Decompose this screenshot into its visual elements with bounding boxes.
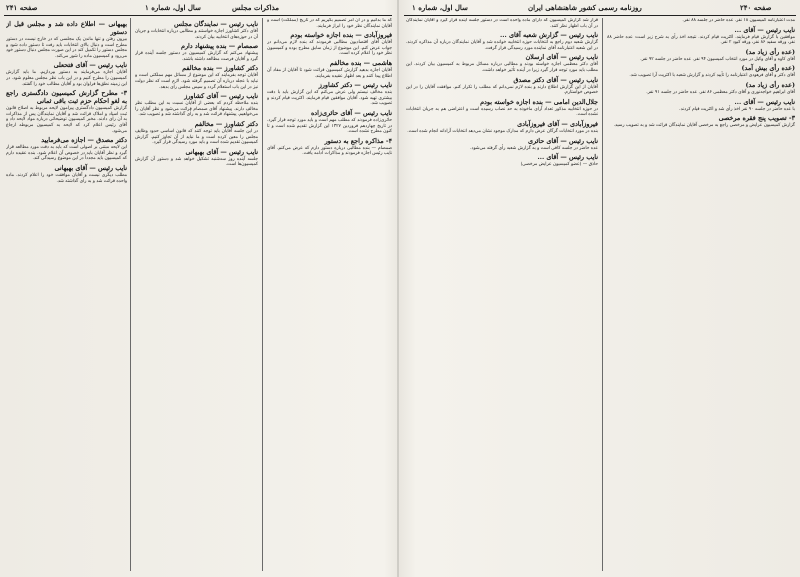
paragraph: مدت اعتبارنامه کمیسیون ۱۸ نفر. عده حاضر در جلسه ۸۸ نفر. (682, 18, 795, 23)
paragraph: آقای دکتر و آقای فرهودی اعتبارنامه را تأیید کردند و گزارش شعبه با اکثریت آرا تصویب شد. (629, 73, 795, 79)
speaker-heading: (عده رأی زیاد مد) (745, 80, 795, 89)
paragraph: این لایحه مبتنی بر اصولی است که باید به دقت مورد مطالعه قرار گیرد و نظر آقایان باید در خصوص آن اعلام شود. بنده عقیده دارم که کمیسیون باید مجدداً در این موضوع رسیدگی کند. (6, 145, 127, 162)
right-page-number: صفحه ۲۴۰ (740, 3, 772, 12)
speaker-heading: دکتر مصدق — اجازه می‌فرمایید (41, 136, 127, 145)
speaker-heading: نایب رئیس — دکتر کشاورز (318, 81, 392, 90)
speaker-heading: نایب رئیس — گزارش شعبه آقای ... (500, 31, 598, 40)
speaker-heading: (عده رأی بیش آمد) (741, 64, 795, 73)
right-issue-number: سال اول، شماره ۱ (412, 3, 468, 12)
speaker-heading: فیروزآبادی — آقای فیروزآبادی (517, 119, 598, 128)
speaker-heading: فیروزآبادی — بنده اجازه خواسته بودم (290, 31, 392, 40)
paragraph: آقای ابراهیم خواجه‌نوری و آقای دکتر معظمی ۸۶ نفر. عده حاضر در جلسه ۹۱ نفر. (646, 89, 795, 95)
speaker-heading: ۳- مطرح گزارش کمیسیون دادگستری راجع به لغو احکام حزم ثبت باقی ثمانی (6, 89, 127, 106)
speaker-heading: دکتر کشاورز — مخالفم (194, 119, 258, 128)
speaker-heading: نایب رئیس — آقای ... (734, 97, 795, 106)
speaker-heading: ۴- مذاکره راجع به دستور (324, 136, 392, 145)
paragraph: حائری‌زاده فرمودند که مطلب مهم است و باید مورد توجه قرار گیرد. در تاریخ چهاردهم فروردین ۱۳۲۷ این گزارش تقدیم شده است و تا کنون مطرح نشده است. (267, 117, 392, 135)
speaker-heading: نایب رئیس — آقای کشاورز (184, 92, 258, 101)
speaker-heading: نایب رئیس — آقای فتحعلی (53, 61, 127, 70)
paragraph: جلسه آینده روز سه‌شنبه تشکیل خواهد شد و دستور آن گزارش کمیسیون‌ها است. (135, 156, 258, 168)
left-page-column-1 (267, 18, 392, 573)
paragraph: آقای دکتر کشاورز اجازه خواستند و مطالبی درباره انتخابات و جریان آن در حوزه‌های انتخابیه بیان کردند. (135, 29, 258, 40)
paragraph: با عده حاضر در جلسه ۹۰ نفر اخذ رأی شد و اکثریت قیام کردند. (679, 106, 795, 112)
paragraph: قرار شد گزارش کمیسیون که دارای ماده واحده است در دستور جلسه آینده قرار گیرد و آقایان نمایندگان در آن باب اظهار نظر کنند. (406, 18, 598, 29)
paragraph: بنده در مورد انتخابات گرگان عرض دارم که مدارک موجود نشان می‌دهد انتخابات آزادانه انجام شده است. (407, 128, 598, 134)
speaker-heading: نایب رئیس — آقای بهبهانی (185, 147, 258, 156)
speaker-heading: نایب رئیس — آقای ... (537, 153, 598, 162)
paragraph: آقایان اجازه بدهید گزارش کمیسیون قرائت شود تا آقایان از مفاد آن اطلاع پیدا کنند و بعد اظهار عقیده بفرمایند. (267, 67, 392, 79)
column-divider (130, 18, 131, 571)
paragraph: آقایان توجه بفرمایند که این موضوع از مسائل مهم مملکتی است و نباید با عجله درباره آن تصمیم گرفته شود. لازم است که نظر دولت نیز در این باب استعلام گردد و سپس مجلس رأی بدهد. (135, 73, 258, 90)
right-page-column-2 (406, 18, 598, 573)
column-divider (602, 18, 603, 571)
paragraph: صمصام — بنده مطالبی درباره دستور دارم که عرض می‌کنم. آقای نایب رئیس اجازه فرمودند و مذاکرات ادامه یافت. (267, 145, 392, 157)
speaker-heading: بهبهانی — اطلاع داده شد و مجلس قبل از دستور (6, 20, 127, 36)
left-page-column-3 (6, 18, 127, 573)
right-running-title: روزنامه رسمی کشور شاهنشاهی ایران (528, 3, 642, 12)
paragraph: موافقین با گزارش قیام فرمایند. اکثریت قیام کردند. نتیجه اخذ رأی به شرح زیر است: عده حاضر ۸۸ نفر، ورقه سفید ۸۶ نفر، ورقه کبود ۲ نفر. (607, 34, 795, 46)
paragraph: بنده مخالف نیستم ولی عرض می‌کنم که این گزارش باید با دقت بیشتری تهیه شود. آقایان موافقین قیام فرمایند. اکثریت قیام کردند و تصویب شد. (267, 90, 392, 107)
left-page-number: صفحه ۲۴۱ (6, 3, 38, 12)
right-header-rule (404, 15, 796, 16)
speaker-heading: نایب رئیس — آقای حائری‌زاده (310, 108, 392, 117)
paragraph: در حوزه انتخابیه مذکور تعداد آرای ماخوذه به حد نصاب رسیده است و اعتراضی هم به جریان انتخابات نشده است. (406, 106, 598, 118)
right-page-column-1 (607, 18, 795, 573)
page-header (0, 0, 800, 16)
speaker-heading: ۳- تصویب پنج فقره مرخصی (718, 114, 795, 123)
column-divider (262, 18, 263, 571)
speaker-heading: نایب رئیس — آقای ... (734, 25, 795, 34)
paragraph: در این جلسه آقایان باید توجه کنند که قانون اساسی حدود وظایف مجلس را معین کرده است و ما نباید از آن تجاوز کنیم. گزارش کمیسیون تقدیم شده است و باید مورد رسیدگی قرار گیرد. (135, 128, 258, 146)
paragraph: آقایان اجازه می‌فرمایند به دستور بپردازیم. ما باید گزارش کمیسیون را مطرح کنیم و در این باب نظر مجلس معلوم شود. در این زمینه نطق‌ها فراوان بود و آقایان مطالب خود را گفتند. (6, 70, 127, 87)
paragraph: مطلب دیگری نیست و آقایان موافقت خود را اعلام کردند. ماده واحده قرائت شد و به رأی گذاشته شد. (6, 172, 127, 184)
speaker-heading: نایب رئیس — آقای دکتر مصدق (513, 75, 598, 84)
paragraph: عده حاضر در جلسه کافی است و به گزارش شعبه رأی گرفته می‌شود. (470, 145, 598, 151)
paragraph: حاذق — (عضو کمیسیون عرایض مرخصی) (520, 162, 598, 168)
left-issue-number: سال اول، شماره ۱ (145, 3, 201, 12)
speaker-heading: نایب رئیس — نمایندگان مجلس (174, 20, 258, 28)
left-page-column-2 (135, 18, 258, 573)
paragraph: بیرون رفتن و تنها ماندن یک مجلسی که در خارج نیست در دستور مطرح است و دنبال بالای انتخابات باید رفت تا دستور داده شود و مجلس دستور را تکمیل کند در این صورت مجلس دنبال دستور خود می‌رود و کمیسیون ماده را شور می‌کند. (6, 37, 127, 59)
speaker-heading: جلال‌الدین امامی — بنده اجازه خواسته بودم (480, 97, 598, 106)
speaker-heading: نایب رئیس — آقای بهبهانی (54, 163, 127, 172)
speaker-heading: هاشمی — بنده مخالفم (329, 58, 392, 67)
paragraph: آقایان آقای اقتصادیون مطالبی فرمودند که بنده لازم می‌دانم در جواب عرض کنم. این موضوع از زمان سابق مطرح بوده و کمیسیون نظر خود را اعلام کرده است. (267, 40, 392, 57)
paragraph: گزارش کمیسیون عرایض و مرخصی راجع به مرخصی آقایان نمایندگان قرائت شد و به تصویب رسید. (613, 123, 795, 129)
speaker-heading: (عده رأی زیاد مد) (745, 47, 795, 56)
paragraph: که ما بدانیم و در آن امر تصمیم بگیریم که در تاریخ (مملکت) است و آقایان نمایندگان نظر خود را ابراز فرمایند. (267, 18, 392, 29)
paragraph: آقای دکتر معظمی اجازه خواسته بودند و مطالبی درباره مسائل مربوط به کمیسیون بیان کردند. این مطلب باید مورد توجه قرار گیرد زیرا در آینده تأثیر خواهد داشت. (406, 62, 598, 73)
speaker-heading: صمصام — بنده پیشنهاد دارم (180, 42, 258, 51)
paragraph: پیشنهاد می‌کنم که گزارش کمیسیون در دستور جلسه آینده قرار گیرد و آقایان فرصت مطالعه داشته باشند. (135, 51, 258, 62)
left-header-rule (4, 15, 392, 16)
paragraph: آقای کاوه و آقای وکیل در مورد انتخاب کمیسیون ۹۴ نفر. عده حاضر در جلسه ۹۲ نفر. (640, 56, 795, 62)
speaker-heading: دکتر کشاورز — بنده مخالفم (182, 64, 258, 73)
paragraph: بنده ملاحظه کردم که بعضی از آقایان نسبت به این مطلب نظر مخالف دارند. پیشنهاد آقای صمصام قرائت می‌شود و نظر آقایان را می‌خواهیم. پیشنهاد قرائت شد و به رأی گذاشته شد و تصویب شد. (135, 101, 258, 118)
speaker-heading: نایب رئیس — آقای ارسلان (525, 53, 598, 62)
paragraph: گزارش کمیسیون دادگستری پیرامون لایحه مربوط به اصلاح قانون ثبت اسناد و املاک قرائت شد و آقایان نمایندگان پس از مذاکرات به آن رأی دادند. مخبر کمیسیون توضیحاتی درباره مواد لایحه داد و آقای رئیس اعلام کرد که لایحه به کمیسیون مربوطه ارجاع می‌شود. (6, 106, 127, 134)
paragraph: گزارش شعبه دوم راجع به انتخابات حوزه انتخابیه خوانده شد و آقایان نمایندگان درباره آن مذاکره کردند. در این شعبه اعتبارنامه آقای نماینده مورد رسیدگی قرار گرفت. (406, 40, 598, 51)
left-running-title: مذاکرات مجلس (232, 3, 280, 12)
paragraph: آقایان از این گزارش اطلاع دارند و بنده لازم نمی‌دانم که مطلب را تکرار کنم. موافقت آقایان را در این خصوص خواستارم. (406, 84, 598, 96)
speaker-heading: نایب رئیس — آقای حائری (528, 136, 598, 145)
center-fold (397, 0, 399, 577)
